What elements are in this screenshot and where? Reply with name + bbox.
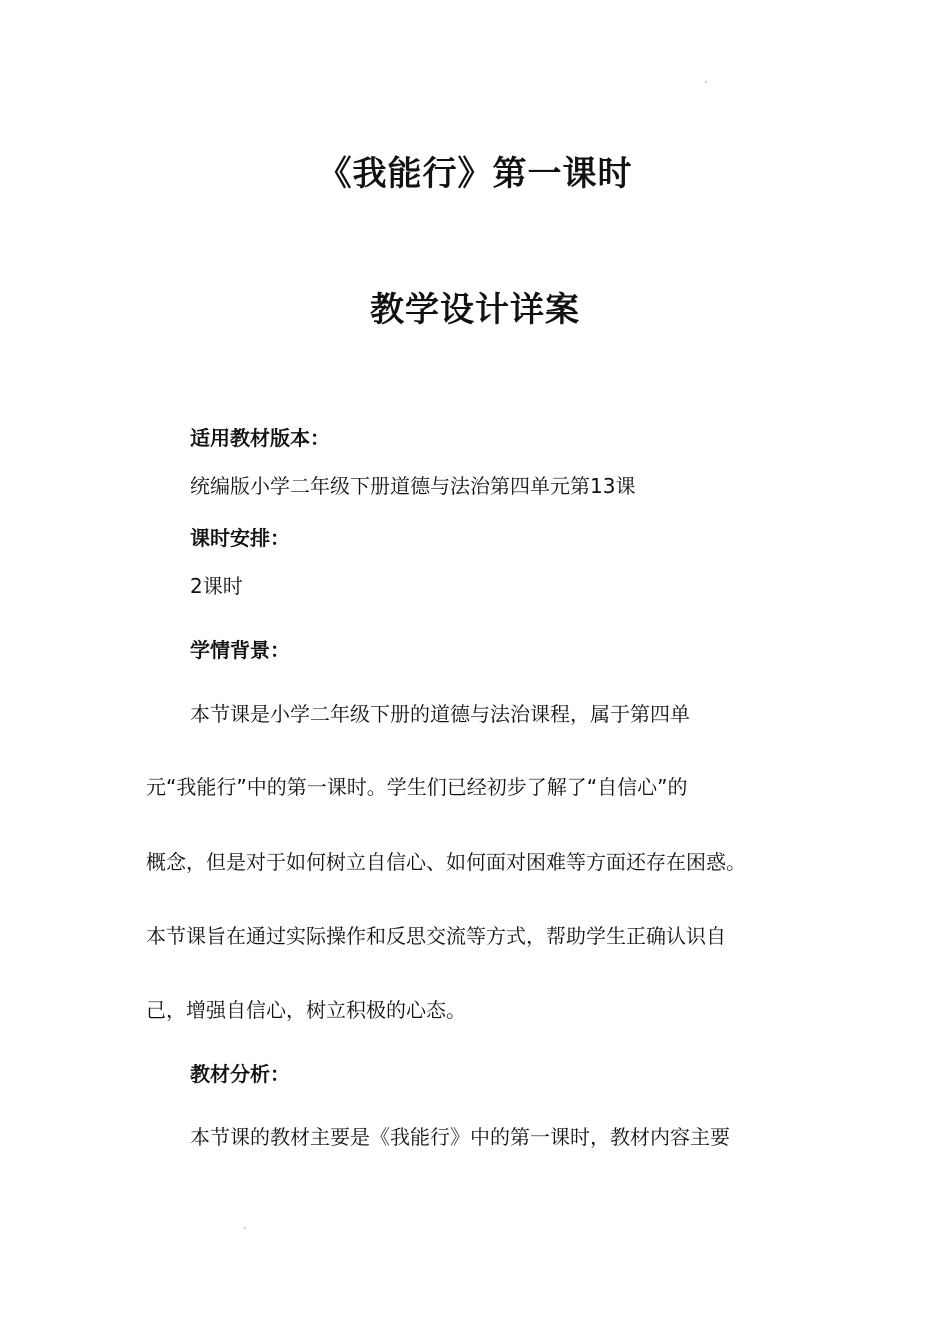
document-subtitle: 教学设计详案: [370, 290, 580, 330]
background-line: 概念，但是对于如何树立自信心、如何面对困难等方面还存在困惑。: [146, 850, 746, 874]
edition-text: 统编版小学二年级下册道德与法治第四单元第13课: [190, 474, 636, 498]
schedule-text: 2课时: [190, 574, 243, 598]
scan-speck: [705, 81, 707, 83]
background-line: 己，增强自信心，树立积极的心态。: [146, 998, 466, 1022]
background-line: 本节课旨在通过实际操作和反思交流等方式，帮助学生正确认识自: [146, 924, 726, 948]
background-line: 元“我能行”中的第一课时。学生们已经初步了解了“自信心”的: [146, 775, 688, 799]
document-title: 《我能行》第一课时: [317, 154, 633, 194]
analysis-line: 本节课的教材主要是《我能行》中的第一课时，教材内容主要: [190, 1125, 730, 1149]
background-label: 学情背景：: [190, 638, 290, 662]
scan-speck: [244, 1227, 246, 1229]
background-line: 本节课是小学二年级下册的道德与法治课程，属于第四单: [190, 702, 690, 726]
schedule-label: 课时安排：: [190, 526, 290, 550]
edition-label: 适用教材版本：: [190, 426, 330, 450]
analysis-label: 教材分析：: [190, 1062, 290, 1086]
